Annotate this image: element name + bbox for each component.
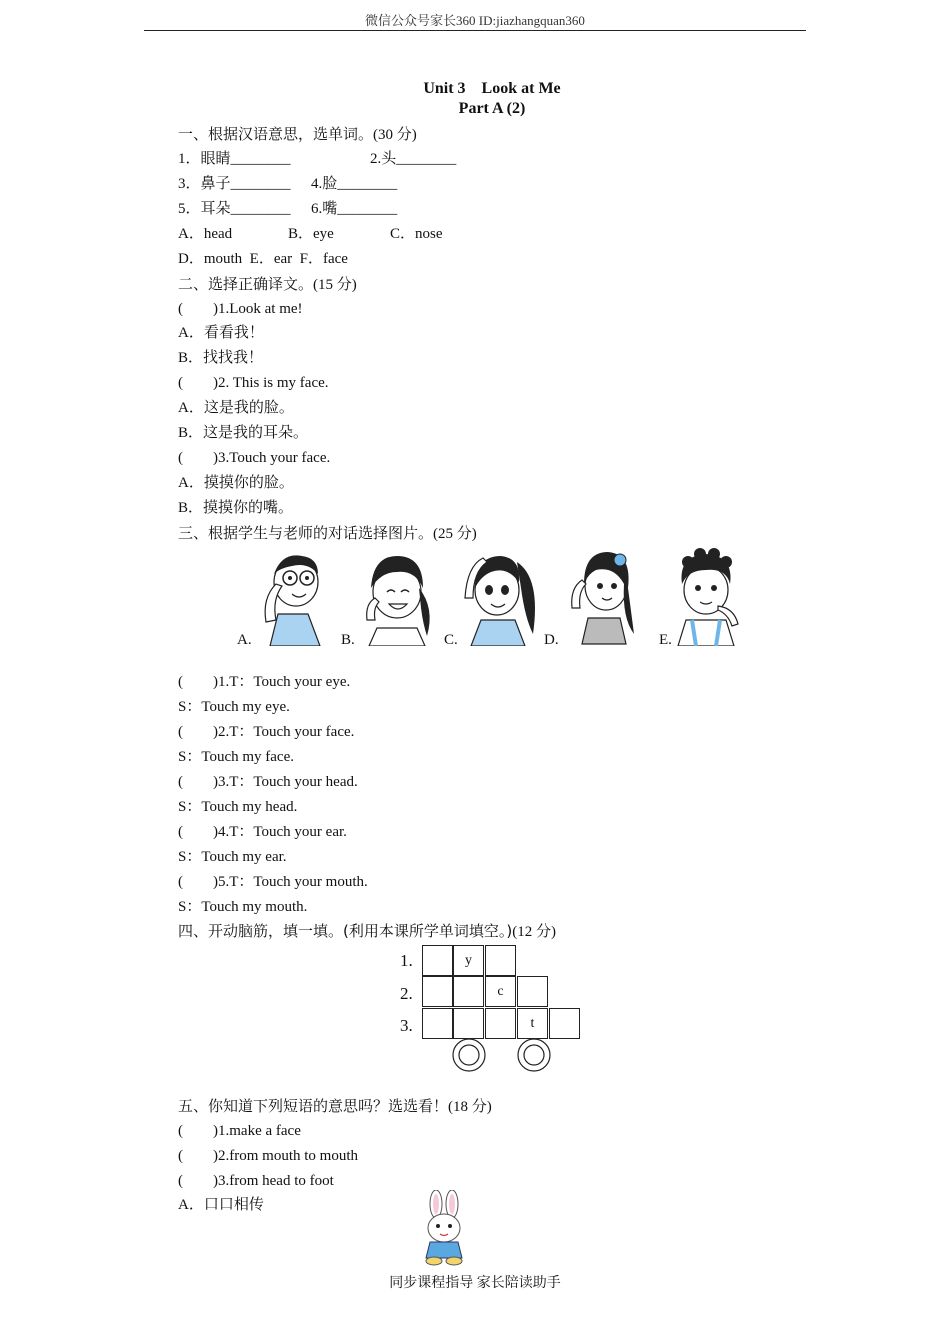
s1-item-4: 4.脸________: [311, 176, 398, 192]
puzzle-cell[interactable]: [485, 1008, 516, 1039]
s3-line: S：Touch my mouth.: [178, 899, 308, 915]
puzzle-cell[interactable]: [422, 945, 453, 976]
s2-line: B．这是我的耳朵。: [178, 425, 309, 441]
puzzle-cell[interactable]: [453, 1008, 484, 1039]
puzzle-cell[interactable]: t: [517, 1008, 548, 1039]
s1-option-a: A．head: [178, 226, 233, 242]
puzzle-row-3-number: 3.: [400, 1016, 413, 1035]
picture-d-girl-touching-ear: [564, 548, 646, 646]
s5-line: ( )3.from head to foot: [178, 1173, 334, 1189]
s1-item-3: 3．鼻子________: [178, 176, 291, 192]
puzzle-cell[interactable]: [517, 976, 548, 1007]
s5-line: ( )2.from mouth to mouth: [178, 1148, 358, 1164]
page-footer: 同步课程指导 家长陪读助手: [389, 1276, 561, 1291]
s1-item-2: 2.头________: [370, 151, 457, 167]
picture-label-b: B.: [341, 632, 355, 648]
s1-options-def: D．mouth E．ear F．face: [178, 251, 348, 267]
picture-e-boy-touching-mouth: [668, 548, 750, 646]
picture-label-d: D.: [544, 632, 559, 648]
s5-line: ( )1.make a face: [178, 1123, 301, 1139]
picture-a-boy-touching-eye: [252, 548, 334, 646]
puzzle-cell[interactable]: [485, 945, 516, 976]
puzzle-row-1-number: 1.: [400, 951, 413, 970]
s5-line: A．口口相传: [178, 1197, 264, 1213]
page-title: Unit 3 Look at Me: [423, 80, 561, 97]
section-3-heading: 三、根据学生与老师的对话选择图片。(25 分): [178, 524, 477, 542]
puzzle-row-2-number: 2.: [400, 984, 413, 1003]
s3-line: S：Touch my face.: [178, 749, 295, 765]
s3-line: ( )2.T：Touch your face.: [178, 724, 355, 740]
puzzle-cell[interactable]: [453, 976, 484, 1007]
s2-line: ( )1.Look at me!: [178, 301, 303, 317]
picture-label-a: A.: [237, 632, 252, 648]
s2-line: ( )2. This is my face.: [178, 375, 329, 391]
header-rule: [144, 30, 806, 31]
section-2-heading: 二、选择正确译文。(15 分): [178, 275, 357, 293]
section-5-heading: 五、你知道下列短语的意思吗？选选看！(18 分): [178, 1097, 492, 1115]
s3-line: ( )4.T：Touch your ear.: [178, 824, 347, 840]
section-4-heading: 四、开动脑筋，填一填。(利用本课所学单词填空。)(12 分): [178, 922, 556, 940]
s2-line: B．找找我！: [178, 350, 264, 366]
section-1-heading: 一、根据汉语意思，选单词。(30 分): [178, 125, 417, 143]
s3-line: S：Touch my head.: [178, 799, 298, 815]
s3-line: S：Touch my eye.: [178, 699, 290, 715]
s3-line: S：Touch my ear.: [178, 849, 287, 865]
picture-label-c: C.: [444, 632, 458, 648]
s2-line: A．这是我的脸。: [178, 400, 294, 416]
s3-line: ( )1.T：Touch your eye.: [178, 674, 351, 690]
puzzle-cell[interactable]: [422, 1008, 453, 1039]
s3-line: ( )5.T：Touch your mouth.: [178, 874, 368, 890]
page-header: 微信公众号家长360 ID:jiazhangquan360: [365, 13, 585, 28]
s2-line: A．看看我！: [178, 325, 264, 341]
picture-b-girl-smiling: [357, 548, 439, 646]
picture-label-e: E.: [659, 632, 672, 648]
puzzle-cell[interactable]: c: [485, 976, 516, 1007]
s2-line: B．摸摸你的嘴。: [178, 500, 294, 516]
puzzle-cell[interactable]: [549, 1008, 580, 1039]
s1-item-6: 6.嘴________: [311, 201, 398, 217]
s1-item-5: 5．耳朵________: [178, 201, 291, 217]
puzzle-cell[interactable]: [422, 976, 453, 1007]
s1-item-1: 1．眼睛________: [178, 151, 291, 167]
rabbit-mascot-icon: [412, 1190, 476, 1266]
s3-line: ( )3.T：Touch your head.: [178, 774, 358, 790]
picture-c-girl-touching-head: [461, 548, 543, 646]
s2-line: ( )3.Touch your face.: [178, 450, 331, 466]
s1-option-b: B．eye: [288, 226, 334, 242]
puzzle-cell[interactable]: y: [453, 945, 484, 976]
page-subtitle: Part A (2): [458, 100, 526, 117]
s1-option-c: C．nose: [390, 226, 443, 242]
train-wheels: [450, 1038, 554, 1072]
s2-line: A．摸摸你的脸。: [178, 475, 294, 491]
